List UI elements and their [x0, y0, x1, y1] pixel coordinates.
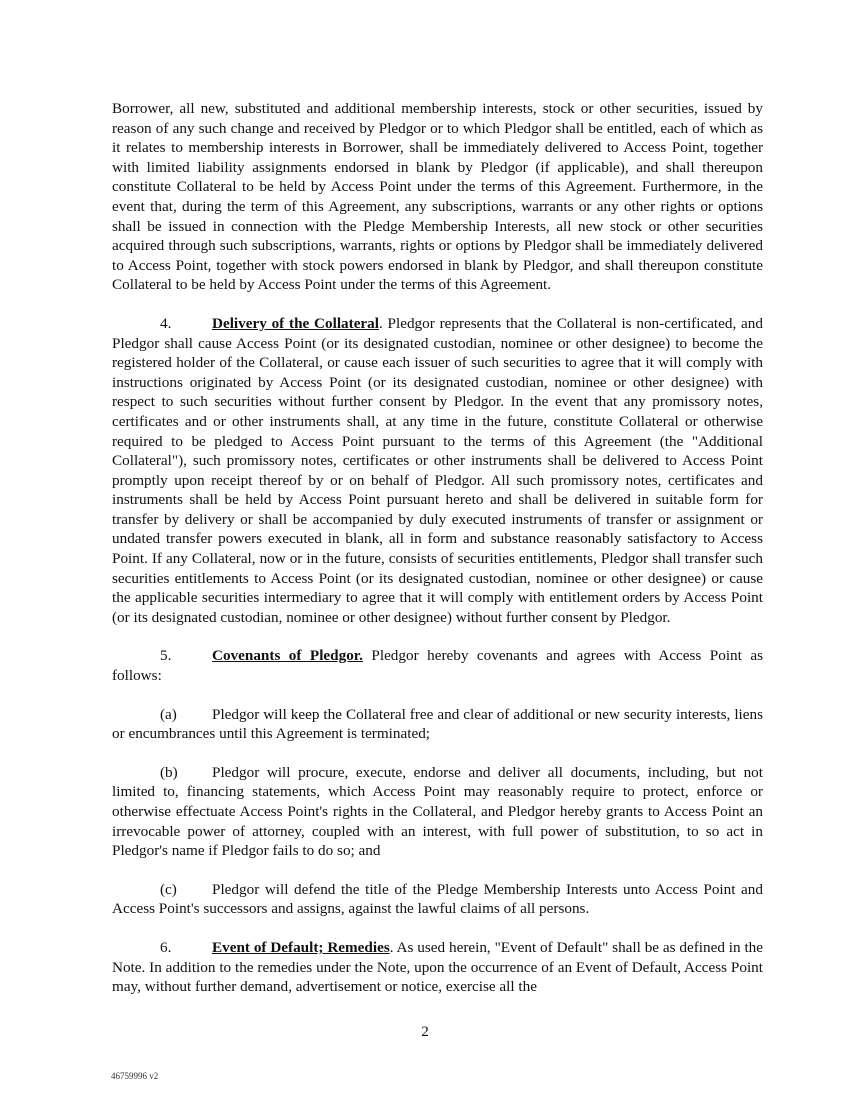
- item-text: Pledgor will defend the title of the Pledge Membership Interests unto Access Point and Access Point's successors and assigns, against the lawful claims of all persons.: [112, 880, 763, 918]
- section-4-paragraph: [112, 314, 763, 628]
- paragraph-continued: Borrower, all new, substituted and additional membership interests, stock or other securities, issued by reason of any such change and received by Pledgor or to which Pledgor shall be entitled, each of which as it relates to membership interests in Borrower, shall be immediately delivered to Access Point, together with limited liability assignments endorsed in blank by Pledgor (if applicable), and shall thereupon constitute Collateral to be held by Access Point under the terms of this Agreement. Furthermore, in the event that, during the term of this Agreement, any subscriptions, warrants or any other rights or options shall be issued in connection with the Pledge Membership Interests, all new stock or other securities acquired through such subscriptions, warrants, rights or options by Pledgor shall be immediately delivered to Access Point, together with stock powers endorsed in blank by Pledgor, and shall thereupon constitute Collateral to be held by Access Point under the terms of this Agreement.: [112, 100, 763, 294]
- section-6-text: . As used herein, "Event of Default" shall be as defined in the Note. In addition to the remedies under the Note, upon the occurrence of an Event of Default, Access Point may, without further demand, advertisement or notice, exercise all the: [112, 938, 764, 996]
- item-text: Pledgor will procure, execute, endorse and deliver all documents, including, but not limited to, financing statements, which Access Point may reasonably require to protect, enforce or otherwise effectuate Access Point's rights in the Collateral, and Pledgor hereby grants to Access Point an irrevocable power of attorney, coupled with an interest, with full power of substitution, to so act in Pledgor's name if Pledgor fails to do so; and: [112, 763, 763, 860]
- document-body: [112, 99, 763, 1016]
- item-label: (c): [160, 880, 177, 898]
- section-5-item-c: [112, 880, 763, 919]
- item-label: (b): [160, 763, 178, 781]
- item-text: Pledgor will keep the Collateral free and clear of additional or new security interests, liens or encumbrances until this Agreement is terminated;: [112, 705, 763, 743]
- section-5-text: Pledgor hereby covenants and agrees with Access Point as follows:: [112, 647, 763, 685]
- item-label: (a): [160, 705, 177, 723]
- section-5-number: 5.: [160, 647, 172, 665]
- section-5-item-a: [112, 705, 763, 744]
- section-6-heading: Event of Default; Remedies: [212, 938, 390, 956]
- section-6-number: 6.: [160, 938, 172, 956]
- page-number: 2: [421, 1023, 429, 1040]
- section-5-heading: Covenants of Pledgor.: [212, 647, 363, 665]
- section-4-heading: Delivery of the Collateral: [212, 314, 379, 332]
- section-4-text: . Pledgor represents that the Collateral is non-certificated, and Pledgor shall cause Access Point (or its designated custodian, nominee or other designee) to become the registered holder of the Collateral, or cause each issuer of such securities to agree that it will comply with instructions originated by Access Point (or its designated custodian, nominee or other designee) with respect to such securities without further consent by Pledgor. In the event that any promissory notes, certificates and or other instruments shall, at any time in the future, constitute Collateral or otherwise required to be pledged to Access Point pursuant to the terms of this Agreement (the "Additional Collateral"), such promissory notes, certificates or other instruments shall be delivered to Access Point promptly upon receipt thereof by or on behalf of Pledgor. All such promissory notes, certificates and instruments shall be held by Access Point pursuant hereto and shall be delivered in suitable form for transfer by delivery or shall be accompanied by duly executed instruments of transfer or assignment or undated transfer powers executed in blank, all in form and substance reasonably satisfactory to Access Point. If any Collateral, now or in the future, consists of securities entitlements, Pledgor shall transfer such securities entitlements to Access Point (or its designated custodian, nominee or other designee) or cause the applicable securities intermediary to agree that it will comply with entitlement orders by Access Point (or its designated custodian, nominee or other designee) without further consent by Pledgor.: [112, 314, 763, 626]
- section-4-number: 4.: [160, 314, 172, 332]
- section-5-item-b: [112, 763, 763, 861]
- document-id: 46759996 v2: [111, 1071, 159, 1081]
- section-6-paragraph: [112, 938, 763, 997]
- section-5-paragraph: [112, 646, 763, 685]
